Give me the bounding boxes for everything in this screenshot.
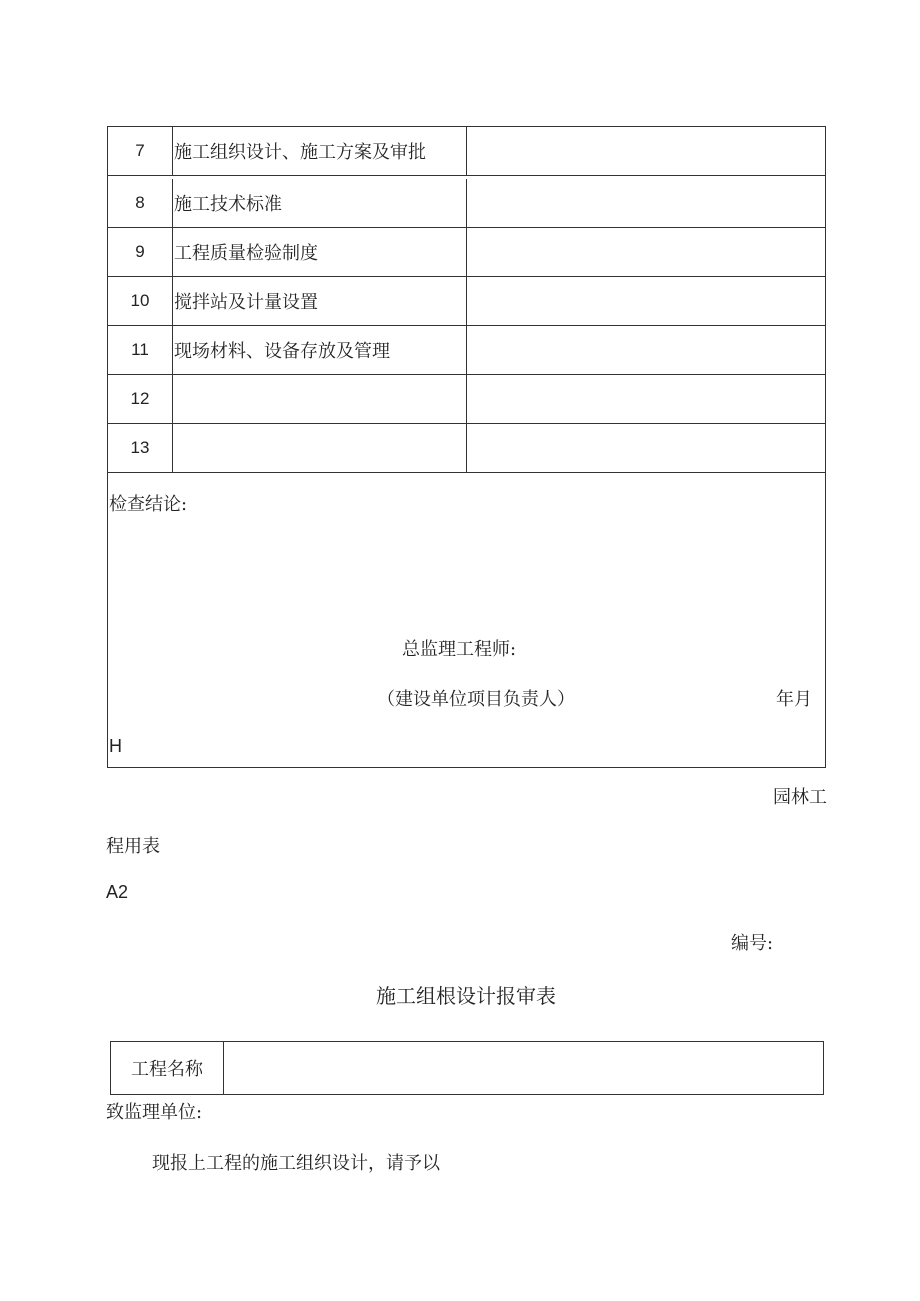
inspection-checklist-table	[107, 126, 826, 768]
row-result[interactable]	[467, 375, 825, 423]
row-result[interactable]	[467, 277, 825, 325]
project-name-table	[110, 1041, 824, 1095]
day-label: H	[109, 736, 122, 756]
row-item	[173, 375, 467, 423]
conclusion-label: 检查结论:	[109, 494, 188, 515]
row-item: 搅拌站及计量设置	[173, 277, 467, 325]
row-result[interactable]	[467, 127, 825, 175]
row-result[interactable]	[467, 326, 825, 374]
table-row	[108, 277, 825, 326]
row-number: 11	[108, 326, 173, 374]
table-row	[108, 375, 825, 424]
garden-table-label-2: 程用表	[106, 836, 160, 857]
row-number: 9	[108, 228, 173, 276]
serial-number-label: 编号:	[731, 933, 774, 954]
garden-table-label-1: 园林工	[773, 787, 827, 808]
row-result[interactable]	[467, 179, 825, 227]
table-row	[108, 326, 825, 375]
date-label: 年月	[776, 689, 812, 710]
row-item: 工程质量检验制度	[173, 228, 467, 276]
row-result[interactable]	[467, 228, 825, 276]
row-number: 8	[108, 179, 173, 227]
project-name-label: 工程名称	[111, 1042, 224, 1094]
row-result[interactable]	[467, 424, 825, 472]
table-row	[108, 424, 825, 473]
conclusion-section	[108, 475, 825, 767]
table-row	[108, 228, 825, 277]
row-number: 10	[108, 277, 173, 325]
row-item: 现场材料、设备存放及管理	[173, 326, 467, 374]
table-row	[108, 127, 825, 176]
row-item: 施工技术标准	[173, 179, 467, 227]
row-number: 7	[108, 127, 173, 175]
row-item	[173, 424, 467, 472]
table-row	[108, 179, 825, 228]
owner-rep-label: （建设单位项目负责人）	[377, 689, 575, 710]
submission-text: 现报上工程的施工组织设计，请予以	[152, 1153, 440, 1174]
form-title: 施工组根设计报审表	[376, 986, 556, 1008]
row-item: 施工组织设计、施工方案及审批	[173, 127, 467, 175]
row-number: 13	[108, 424, 173, 472]
chief-engineer-label: 总监理工程师:	[402, 639, 517, 660]
form-code: A2	[106, 882, 129, 902]
row-number: 12	[108, 375, 173, 423]
addressee-label: 致监理单位:	[106, 1102, 203, 1123]
project-name-field[interactable]	[224, 1042, 823, 1094]
